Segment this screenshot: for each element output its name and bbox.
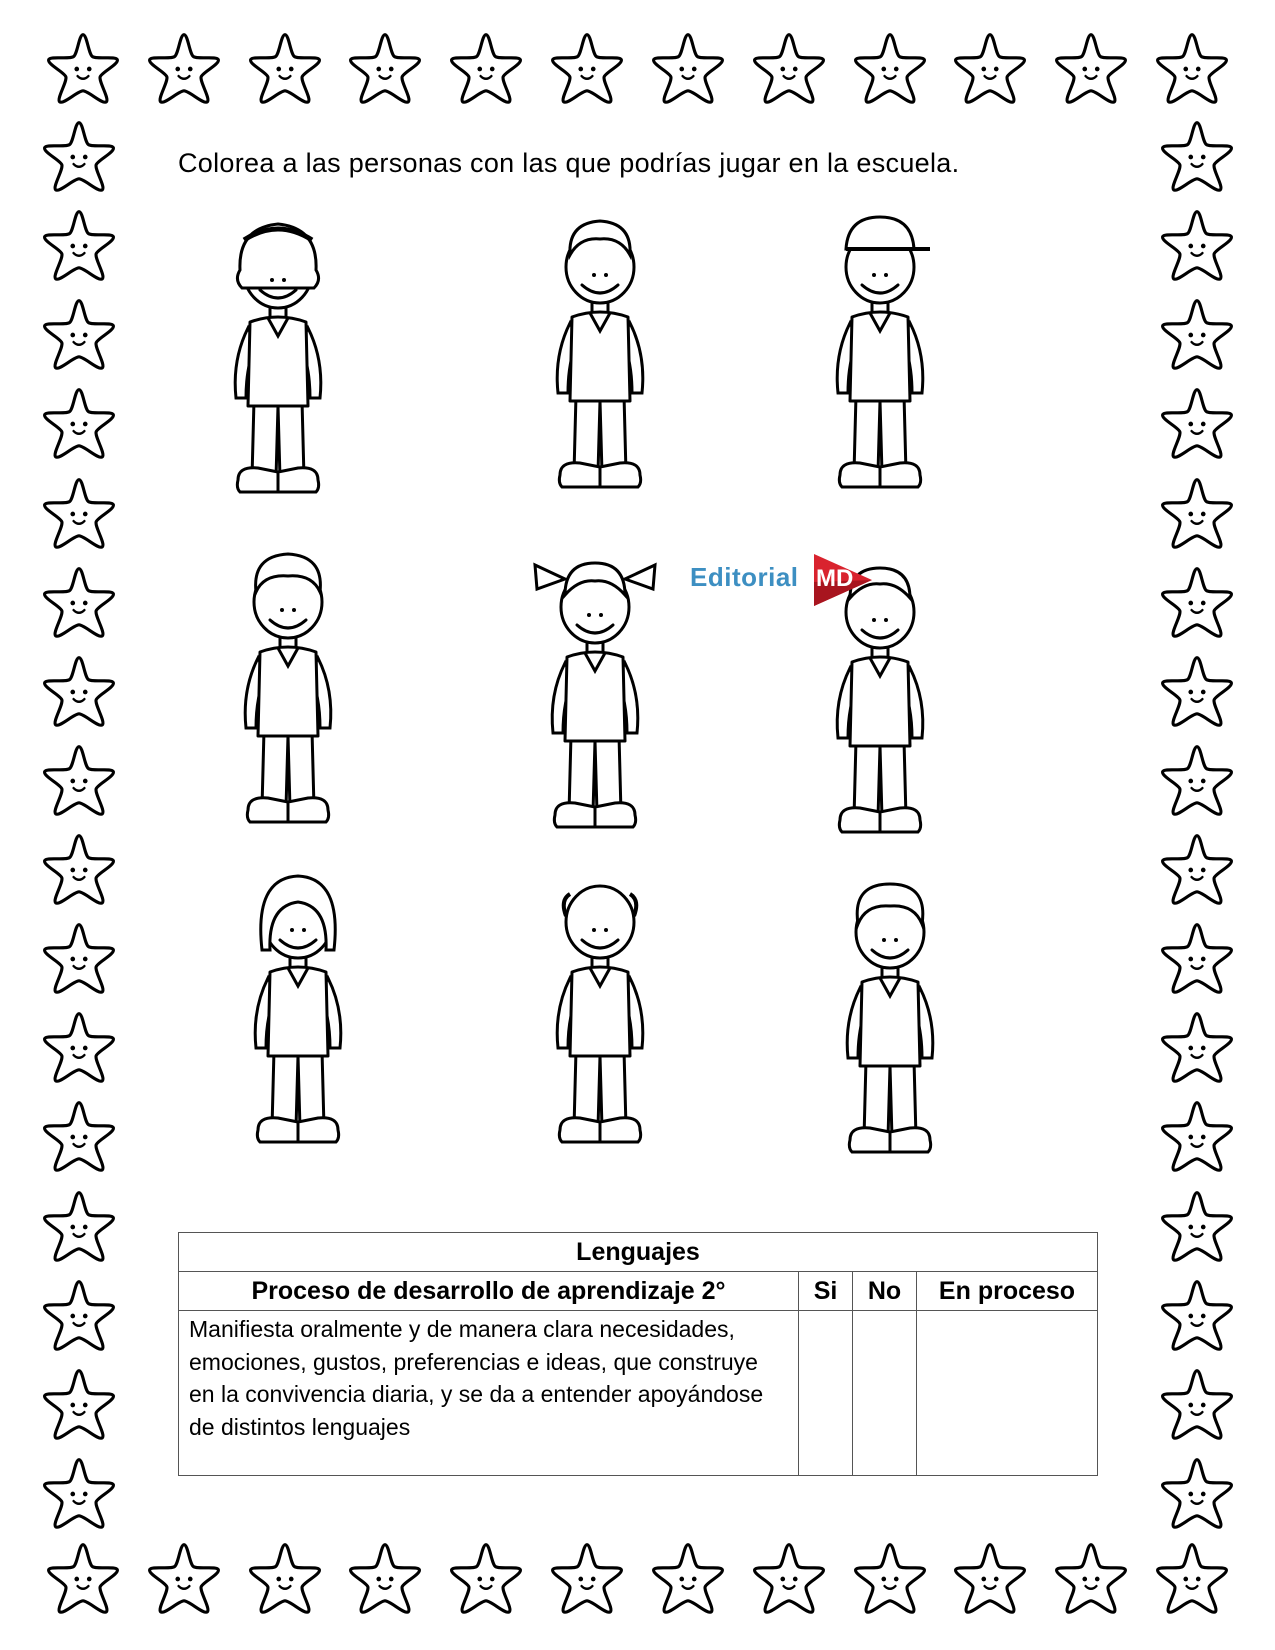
header-process: Proceso de desarrollo de aprendizaje 2° bbox=[179, 1272, 799, 1311]
smiling-star-icon bbox=[750, 30, 828, 108]
smiling-star-icon bbox=[1158, 742, 1236, 820]
smiling-star-icon bbox=[1158, 1455, 1236, 1533]
smiling-star-icon bbox=[1158, 653, 1236, 731]
smiling-star-icon bbox=[40, 1098, 118, 1176]
grandfather-figure[interactable] bbox=[520, 860, 680, 1160]
cell-si[interactable] bbox=[799, 1311, 853, 1476]
smiling-star-icon bbox=[447, 30, 525, 108]
svg-text:MD: MD bbox=[816, 565, 854, 592]
smiling-star-icon bbox=[246, 30, 324, 108]
smiling-star-icon bbox=[40, 1188, 118, 1266]
smiling-star-icon bbox=[750, 1540, 828, 1618]
cap-boy-figure[interactable] bbox=[800, 205, 960, 505]
smiling-star-icon bbox=[40, 564, 118, 642]
smiling-star-icon bbox=[1158, 385, 1236, 463]
smiling-star-icon bbox=[40, 296, 118, 374]
smiling-star-icon bbox=[40, 1455, 118, 1533]
curly-boy-figure[interactable] bbox=[208, 540, 368, 840]
smiling-star-icon bbox=[40, 385, 118, 463]
smiling-star-icon bbox=[44, 30, 122, 108]
smiling-star-icon bbox=[851, 1540, 929, 1618]
puppet-woman-figure[interactable] bbox=[198, 210, 358, 510]
smiling-star-icon bbox=[40, 831, 118, 909]
smiling-star-icon bbox=[548, 30, 626, 108]
smiling-star-icon bbox=[1158, 1009, 1236, 1087]
smiling-star-icon bbox=[1158, 296, 1236, 374]
smiling-star-icon bbox=[1158, 207, 1236, 285]
smiling-star-icon bbox=[649, 30, 727, 108]
smiling-star-icon bbox=[145, 1540, 223, 1618]
smiling-star-icon bbox=[40, 118, 118, 196]
smiling-star-icon bbox=[1158, 1188, 1236, 1266]
smiling-star-icon bbox=[40, 1277, 118, 1355]
smiling-star-icon bbox=[1158, 475, 1236, 553]
smiling-star-icon bbox=[246, 1540, 324, 1618]
grandmother-figure[interactable] bbox=[810, 870, 970, 1170]
smiling-star-icon bbox=[40, 1009, 118, 1087]
smiling-star-icon bbox=[1158, 831, 1236, 909]
instruction-text: Colorea a las personas con las que podrías jugar en la escuela. bbox=[178, 148, 960, 178]
table-title: Lenguajes bbox=[179, 1233, 1098, 1272]
editorial-md-logo bbox=[690, 552, 880, 608]
table-row bbox=[179, 1311, 1098, 1476]
smiling-star-icon bbox=[1153, 30, 1231, 108]
smiling-star-icon bbox=[145, 30, 223, 108]
smiling-star-icon bbox=[44, 1540, 122, 1618]
smiling-star-icon bbox=[951, 30, 1029, 108]
smiling-star-icon bbox=[1158, 1098, 1236, 1176]
smiling-star-icon bbox=[1158, 1366, 1236, 1444]
smiling-star-icon bbox=[1158, 118, 1236, 196]
smiling-star-icon bbox=[951, 1540, 1029, 1618]
smiling-star-icon bbox=[40, 742, 118, 820]
logo-mark-icon bbox=[808, 552, 878, 608]
smiling-star-icon bbox=[1052, 1540, 1130, 1618]
header-no: No bbox=[853, 1272, 917, 1311]
smiling-star-icon bbox=[1158, 920, 1236, 998]
header-si: Si bbox=[799, 1272, 853, 1311]
smiling-star-icon bbox=[447, 1540, 525, 1618]
cell-no[interactable] bbox=[853, 1311, 917, 1476]
row-description: Manifiesta oralmente y de manera clara necesidades, emociones, gustos, preferencias e ideas, que construye en la convivencia diaria, y se da a entender apoyándose de distintos lenguajes bbox=[179, 1311, 799, 1476]
logo-text: Editorial bbox=[690, 562, 799, 592]
smiling-star-icon bbox=[346, 30, 424, 108]
smiling-star-icon bbox=[40, 920, 118, 998]
smiling-star-icon bbox=[548, 1540, 626, 1618]
smiling-star-icon bbox=[851, 30, 929, 108]
header-en-proceso: En proceso bbox=[917, 1272, 1098, 1311]
smiling-star-icon bbox=[346, 1540, 424, 1618]
businessman-figure[interactable] bbox=[520, 205, 680, 505]
smiling-star-icon bbox=[649, 1540, 727, 1618]
smiling-star-icon bbox=[1158, 1277, 1236, 1355]
pigtails-girl-figure[interactable] bbox=[515, 545, 675, 845]
smiling-star-icon bbox=[40, 653, 118, 731]
long-hair-girl-figure[interactable] bbox=[218, 860, 378, 1160]
evaluation-table bbox=[178, 1232, 1098, 1476]
cell-en-proceso[interactable] bbox=[917, 1311, 1098, 1476]
smiling-star-icon bbox=[40, 1366, 118, 1444]
smiling-star-icon bbox=[40, 475, 118, 553]
smiling-star-icon bbox=[1052, 30, 1130, 108]
smiling-star-icon bbox=[40, 207, 118, 285]
smiling-star-icon bbox=[1153, 1540, 1231, 1618]
smiling-star-icon bbox=[1158, 564, 1236, 642]
